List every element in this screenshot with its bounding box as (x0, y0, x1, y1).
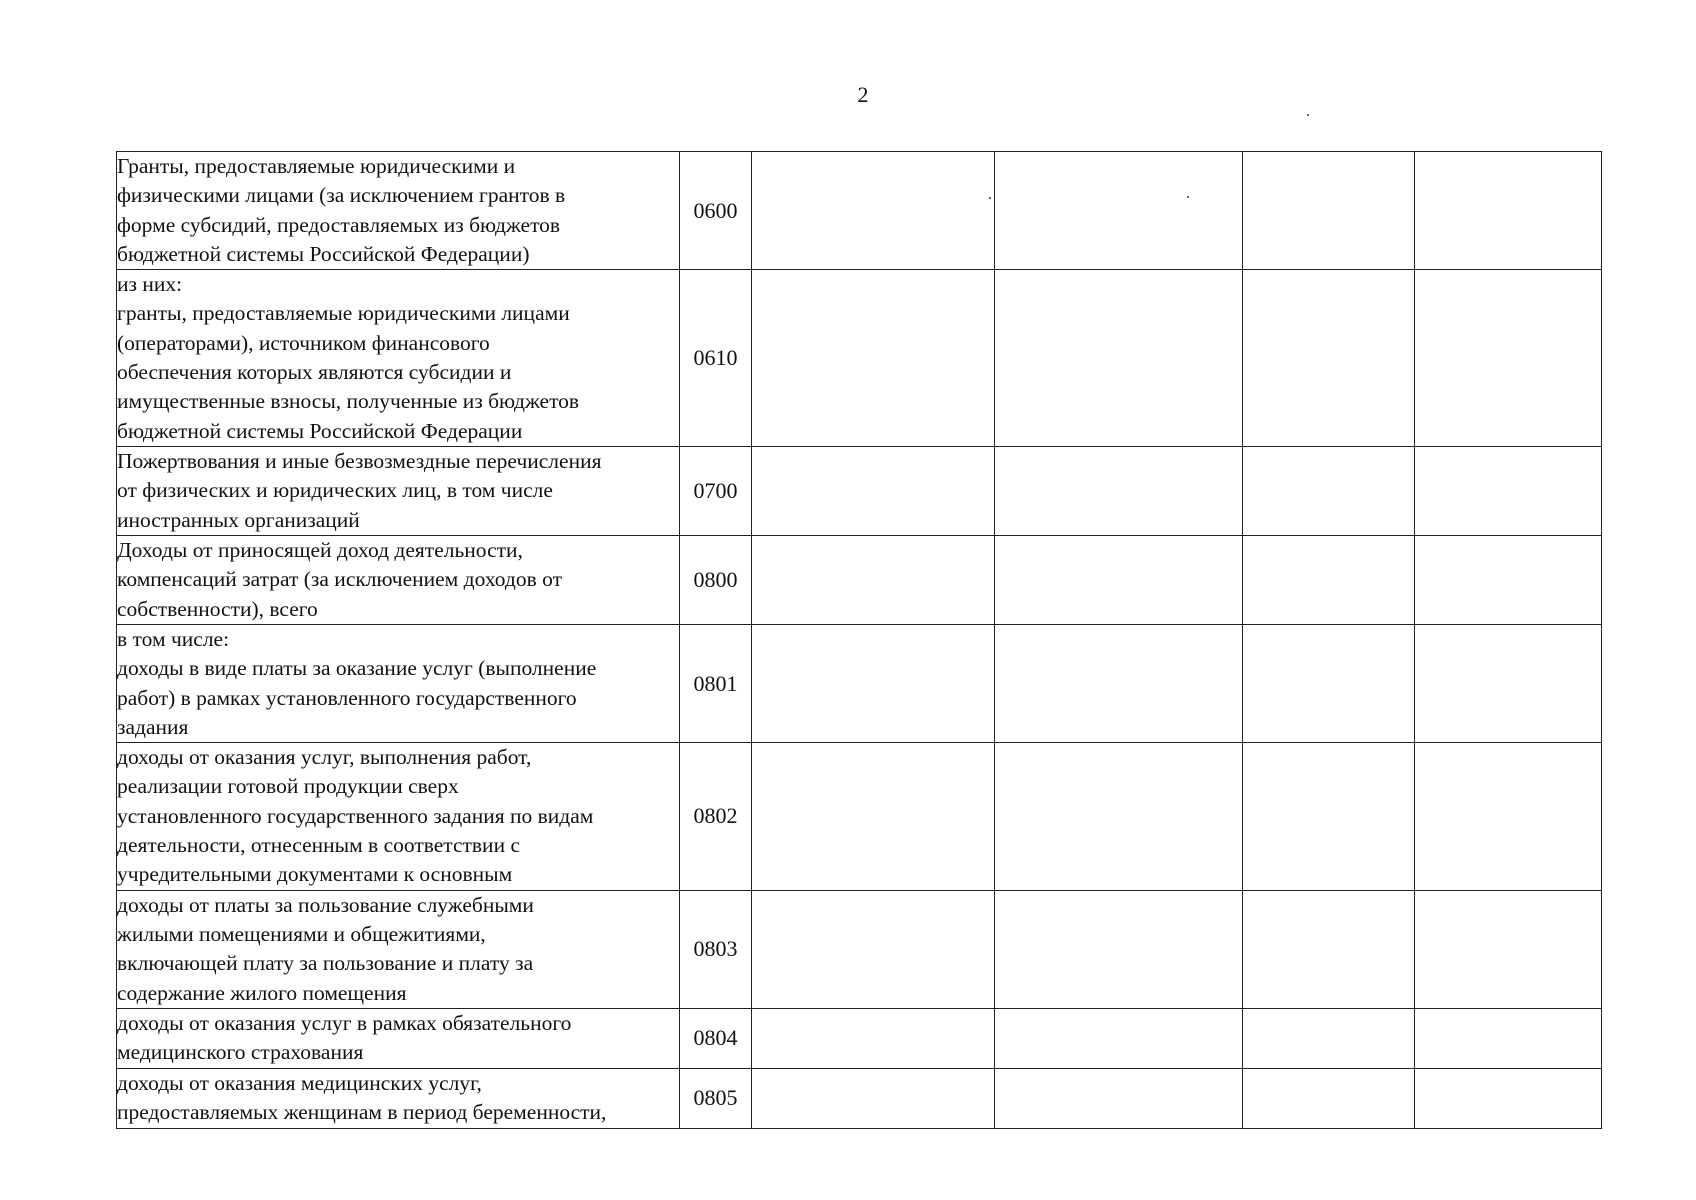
value-cell (1243, 624, 1415, 742)
value-cell (995, 743, 1243, 890)
row-description: Пожертвования и иные безвозмездные перечисления от физических и юридических лиц, в том числе иностранных организаций (117, 446, 680, 535)
row-code: 0801 (680, 624, 752, 742)
row-code: 0700 (680, 446, 752, 535)
row-description: доходы от платы за пользование служебными жилыми помещениями и общежитиями, включающей плату за пользование и плату за содержание жилого помещения (117, 890, 680, 1008)
value-cell (995, 446, 1243, 535)
row-code: 0805 (680, 1068, 752, 1128)
table-row (117, 535, 1602, 624)
value-cell (1415, 1008, 1602, 1068)
row-description: Доходы от приносящей доход деятельности, компенсаций затрат (за исключением доходов от собственности), всего (117, 535, 680, 624)
value-cell (995, 890, 1243, 1008)
table-row (117, 890, 1602, 1008)
value-cell (752, 624, 995, 742)
value-cell (995, 535, 1243, 624)
value-cell (752, 890, 995, 1008)
scan-speck (1307, 114, 1309, 116)
value-cell (752, 1008, 995, 1068)
row-code: 0804 (680, 1008, 752, 1068)
value-cell (752, 743, 995, 890)
value-cell (1415, 624, 1602, 742)
row-description: доходы от оказания медицинских услуг, предоставляемых женщинам в период беременности, (117, 1068, 680, 1128)
value-cell (995, 624, 1243, 742)
value-cell (1415, 446, 1602, 535)
row-code: 0800 (680, 535, 752, 624)
row-code: 0802 (680, 743, 752, 890)
value-cell (995, 1068, 1243, 1128)
value-cell (1243, 270, 1415, 447)
row-description: в том числе: доходы в виде платы за оказание услуг (выполнение работ) в рамках установленного государственного задания (117, 624, 680, 742)
table-row (117, 743, 1602, 890)
value-cell (1415, 535, 1602, 624)
value-cell (1415, 1068, 1602, 1128)
value-cell (995, 152, 1243, 270)
value-cell (1243, 1008, 1415, 1068)
row-description: из них: гранты, предоставляемые юридическими лицами (операторами), источником финансового обеспечения которых являются субсидии и имущественные взносы, полученные из бюджетов бюджетной системы Российской Федерации (117, 270, 680, 447)
value-cell (1243, 890, 1415, 1008)
value-cell (1243, 1068, 1415, 1128)
table-row (117, 1068, 1602, 1128)
table-row (117, 152, 1602, 270)
table-row (117, 624, 1602, 742)
value-cell (995, 270, 1243, 447)
value-cell (995, 1008, 1243, 1068)
value-cell (1415, 743, 1602, 890)
page-number: 2 (857, 82, 869, 107)
row-code: 0803 (680, 890, 752, 1008)
value-cell (752, 270, 995, 447)
value-cell (752, 152, 995, 270)
value-cell (1243, 743, 1415, 890)
value-cell (1243, 446, 1415, 535)
report-table (116, 151, 1602, 1129)
row-description: Гранты, предоставляемые юридическими и физическими лицами (за исключением грантов в форме субсидий, предоставляемых из бюджетов бюджетной системы Российской Федерации) (117, 152, 680, 270)
row-description: доходы от оказания услуг в рамках обязательного медицинского страхования (117, 1008, 680, 1068)
value-cell (752, 535, 995, 624)
row-code: 0600 (680, 152, 752, 270)
table-row (117, 446, 1602, 535)
value-cell (1243, 152, 1415, 270)
value-cell (1415, 270, 1602, 447)
value-cell (752, 1068, 995, 1128)
table-row (117, 270, 1602, 447)
table-row (117, 1008, 1602, 1068)
scan-speck (1187, 196, 1189, 198)
row-description: доходы от оказания услуг, выполнения работ, реализации готовой продукции сверх установленного государственного задания по видам деятельности, отнесенным в соответствии с учредительными документами к основным (117, 743, 680, 890)
value-cell (1243, 535, 1415, 624)
value-cell (1415, 152, 1602, 270)
scan-speck (989, 197, 991, 199)
row-code: 0610 (680, 270, 752, 447)
value-cell (1415, 890, 1602, 1008)
value-cell (752, 446, 995, 535)
